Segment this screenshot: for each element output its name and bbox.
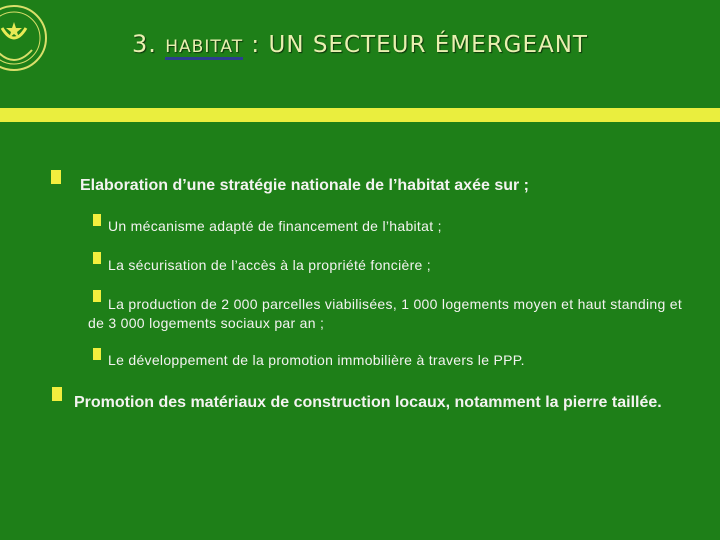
title-habitat: HABITAT — [165, 37, 243, 60]
bullet-sub3-text: La production de 2 000 parcelles viabilisées, 1 000 logements moyen et haut standing et de 3 000 logements sociaux par an ; — [88, 296, 683, 331]
title-divider-band — [0, 108, 720, 122]
bullet-sub2-marker — [93, 252, 101, 264]
title-number: 3. — [132, 30, 157, 58]
bullet-sub2-text: La sécurisation de l’accès à la propriété foncière ; — [108, 257, 431, 273]
bullet-main-text: Elaboration d’une stratégie nationale de l’habitat axée sur ; — [80, 177, 529, 194]
bullet-sub1-marker — [93, 214, 101, 226]
slide-title — [0, 30, 720, 58]
bullet-last-text: Promotion des matériaux de construction locaux, notamment la pierre taillée. — [74, 394, 662, 411]
bullet-sub4-marker — [93, 348, 101, 360]
bullet-sub4-text: Le développement de la promotion immobilière à travers le PPP. — [108, 352, 525, 368]
bullet-sub1-text: Un mécanisme adapté de financement de l’habitat ; — [108, 218, 442, 234]
title-rest: : UN SECTEUR ÉMERGEANT — [251, 32, 588, 58]
bullet-main-marker — [51, 170, 61, 184]
